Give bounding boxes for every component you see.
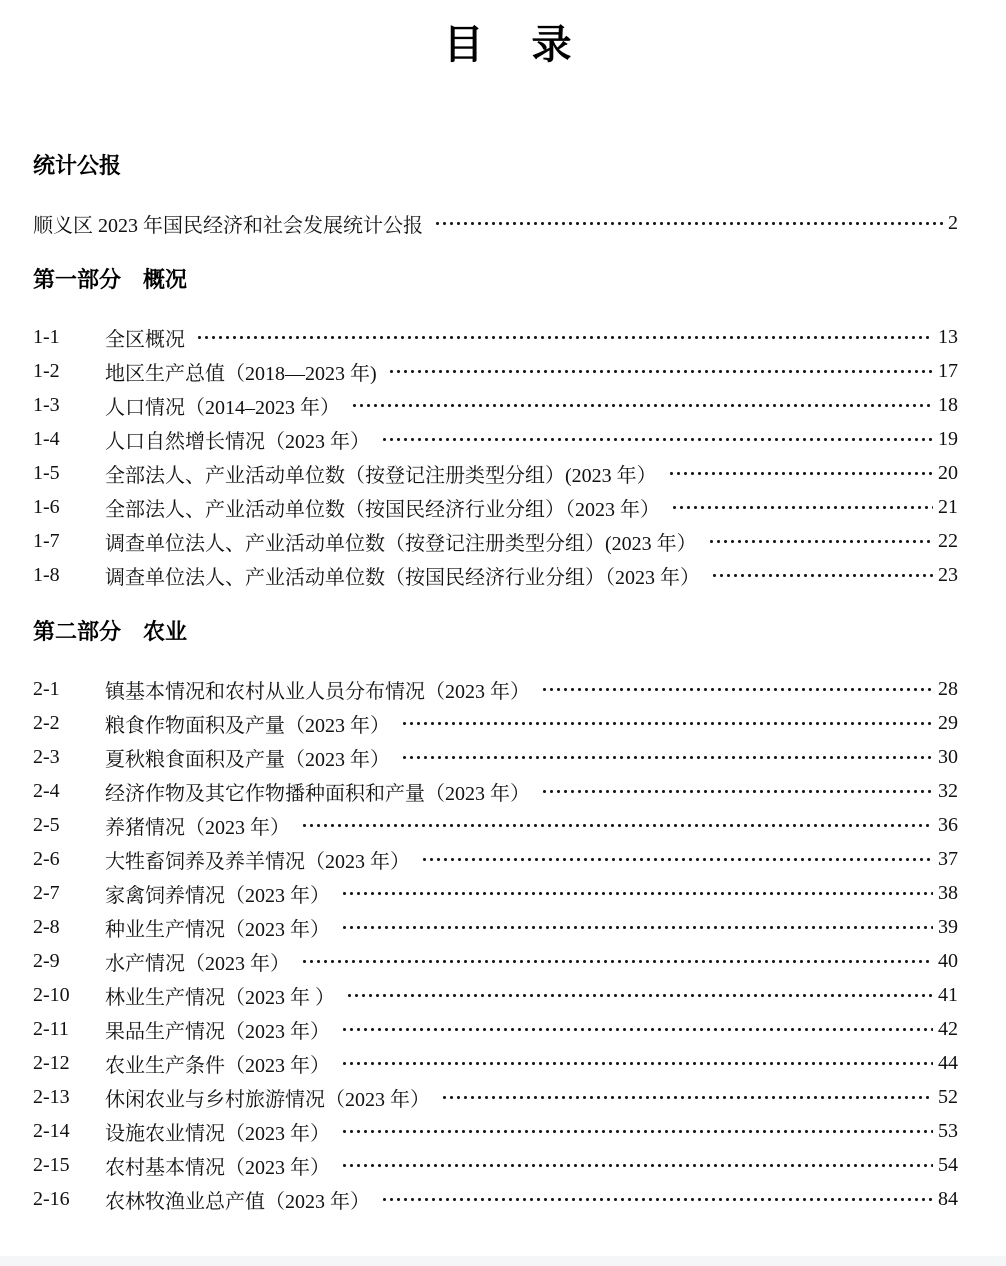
entry-number: 1-8 — [33, 563, 60, 586]
toc-entry-row — [33, 910, 958, 944]
dot-leader — [401, 740, 933, 774]
entry-page-number: 53 — [938, 1119, 958, 1142]
entry-number: 1-3 — [33, 393, 60, 416]
entry-page-number: 29 — [938, 711, 958, 734]
toc-entry-row — [33, 320, 958, 354]
toc-entry-row — [33, 490, 958, 524]
entry-page-number: 44 — [938, 1051, 958, 1074]
toc-entry-list — [33, 672, 958, 1216]
dot-leader — [341, 910, 933, 944]
entry-title: 地区生产总值（2018—2023 年) — [105, 362, 377, 385]
toc-entry-row — [33, 808, 958, 842]
toc-entry-row — [33, 456, 958, 490]
entry-title: 农林牧渔业总产值（2023 年） — [105, 1190, 370, 1213]
dot-leader — [434, 206, 943, 240]
entry-number: 1-1 — [33, 325, 60, 348]
toc-entry-row — [33, 388, 958, 422]
entry-title: 调查单位法人、产业活动单位数（按国民经济行业分组）（2023 年） — [105, 566, 700, 589]
toc-entry-row — [33, 354, 958, 388]
dot-leader — [388, 354, 933, 388]
dot-leader — [441, 1080, 933, 1114]
dot-leader — [301, 808, 933, 842]
section-heading: 统计公报 — [33, 153, 122, 178]
entry-title: 种业生产情况（2023 年） — [105, 918, 330, 941]
section-heading: 第二部分 农业 — [33, 619, 188, 644]
entry-number: 2-4 — [33, 779, 60, 802]
entry-number: 2-6 — [33, 847, 60, 870]
toc-entry-row — [33, 842, 958, 876]
entry-page-number: 23 — [938, 563, 958, 586]
page-title: 目 录 — [443, 23, 576, 67]
entry-title: 全部法人、产业活动单位数（按国民经济行业分组）（2023 年） — [105, 498, 660, 521]
dot-leader — [341, 1148, 933, 1182]
dot-leader — [301, 944, 933, 978]
dot-leader — [196, 320, 933, 354]
entry-page-number: 28 — [938, 677, 958, 700]
entry-page-number: 42 — [938, 1017, 958, 1040]
entry-page-number: 13 — [938, 325, 958, 348]
toc-entry-list — [33, 320, 958, 592]
entry-number: 2-16 — [33, 1187, 70, 1210]
entry-title: 设施农业情况（2023 年） — [105, 1122, 330, 1145]
entry-number: 2-13 — [33, 1085, 70, 1108]
entry-number: 2-2 — [33, 711, 60, 734]
toc-entry-row — [33, 558, 958, 592]
entry-number: 2-9 — [33, 949, 60, 972]
entry-page-number: 38 — [938, 881, 958, 904]
dot-leader — [341, 1114, 933, 1148]
entry-title: 顺义区 2023 年国民经济和社会发展统计公报 — [33, 214, 423, 237]
entry-title: 休闲农业与乡村旅游情况（2023 年） — [105, 1088, 430, 1111]
toc-entry-row — [33, 422, 958, 456]
entry-title: 调查单位法人、产业活动单位数（按登记注册类型分组）(2023 年） — [105, 532, 697, 555]
entry-page-number: 39 — [938, 915, 958, 938]
entry-number: 2-7 — [33, 881, 60, 904]
entry-number: 2-11 — [33, 1017, 69, 1040]
entry-number: 2-1 — [33, 677, 60, 700]
entry-number: 1-6 — [33, 495, 60, 518]
toc-section — [33, 152, 958, 240]
toc-entry-row — [33, 1080, 958, 1114]
entry-number: 2-3 — [33, 745, 60, 768]
toc-entry-row — [33, 876, 958, 910]
entry-page-number: 54 — [938, 1153, 958, 1176]
dot-leader — [671, 490, 933, 524]
entry-title: 林业生产情况（2023 年 ） — [105, 986, 335, 1009]
entry-page-number: 21 — [938, 495, 958, 518]
entry-page-number: 37 — [938, 847, 958, 870]
toc-entry-row — [33, 1012, 958, 1046]
entry-page-number: 20 — [938, 461, 958, 484]
dot-leader — [541, 672, 933, 706]
toc-entry-row — [33, 1148, 958, 1182]
dot-leader — [421, 842, 933, 876]
entry-title: 水产情况（2023 年） — [105, 952, 290, 975]
entry-title: 人口情况（2014–2023 年） — [105, 396, 340, 419]
toc-entry-row — [33, 774, 958, 808]
dot-leader — [351, 388, 933, 422]
entry-number: 1-7 — [33, 529, 60, 552]
entry-page-number: 18 — [938, 393, 958, 416]
toc-entry-row — [33, 1114, 958, 1148]
dot-leader — [341, 1012, 933, 1046]
entry-title: 经济作物及其它作物播种面积和产量（2023 年） — [105, 782, 530, 805]
dot-leader — [341, 1046, 933, 1080]
dot-leader — [381, 422, 933, 456]
entry-title: 大牲畜饲养及养羊情况（2023 年） — [105, 850, 410, 873]
entry-title: 粮食作物面积及产量（2023 年） — [105, 714, 390, 737]
entry-page-number: 52 — [938, 1085, 958, 1108]
dot-leader — [401, 706, 933, 740]
toc-section — [33, 266, 958, 592]
entry-page-number: 40 — [938, 949, 958, 972]
entry-page-number: 36 — [938, 813, 958, 836]
entry-page-number: 30 — [938, 745, 958, 768]
entry-number: 1-2 — [33, 359, 60, 382]
dot-leader — [341, 876, 933, 910]
entry-title: 全区概况 — [105, 328, 185, 351]
toc-entry-list — [33, 206, 958, 240]
entry-title: 养猪情况（2023 年） — [105, 816, 290, 839]
entry-page-number: 84 — [938, 1187, 958, 1210]
page-edge-strip — [0, 1256, 1006, 1266]
toc-entry-row — [33, 672, 958, 706]
dot-leader — [711, 558, 933, 592]
dot-leader — [708, 524, 933, 558]
entry-number: 1-5 — [33, 461, 60, 484]
dot-leader — [346, 978, 933, 1012]
section-heading: 第一部分 概况 — [33, 267, 188, 292]
toc-entry-row — [33, 706, 958, 740]
toc-entry-row — [33, 1046, 958, 1080]
entry-title: 农业生产条件（2023 年） — [105, 1054, 330, 1077]
entry-title: 夏秋粮食面积及产量（2023 年） — [105, 748, 390, 771]
entry-title: 农村基本情况（2023 年） — [105, 1156, 330, 1179]
dot-leader — [381, 1182, 933, 1216]
entry-number: 2-15 — [33, 1153, 70, 1176]
entry-number: 2-5 — [33, 813, 60, 836]
entry-number: 1-4 — [33, 427, 60, 450]
toc-section — [33, 618, 958, 1216]
entry-title: 家禽饲养情况（2023 年） — [105, 884, 330, 907]
entry-page-number: 22 — [938, 529, 958, 552]
entry-number: 2-12 — [33, 1051, 70, 1074]
toc-entry-row — [33, 978, 958, 1012]
dot-leader — [541, 774, 933, 808]
entry-page-number: 19 — [938, 427, 958, 450]
entry-page-number: 2 — [948, 211, 958, 234]
toc-entry-row — [33, 524, 958, 558]
entry-title: 果品生产情况（2023 年） — [105, 1020, 330, 1043]
toc-body — [33, 152, 958, 1216]
entry-page-number: 41 — [938, 983, 958, 1006]
entry-page-number: 17 — [938, 359, 958, 382]
entry-number: 2-14 — [33, 1119, 70, 1142]
toc-entry-row — [33, 944, 958, 978]
toc-entry-row — [33, 206, 958, 240]
entry-title: 镇基本情况和农村从业人员分布情况（2023 年） — [105, 680, 530, 703]
entry-title: 人口自然增长情况（2023 年） — [105, 430, 370, 453]
toc-entry-row — [33, 1182, 958, 1216]
dot-leader — [668, 456, 933, 490]
entry-page-number: 32 — [938, 779, 958, 802]
toc-entry-row — [33, 740, 958, 774]
entry-number: 2-8 — [33, 915, 60, 938]
entry-title: 全部法人、产业活动单位数（按登记注册类型分组）(2023 年） — [105, 464, 657, 487]
entry-number: 2-10 — [33, 983, 70, 1006]
